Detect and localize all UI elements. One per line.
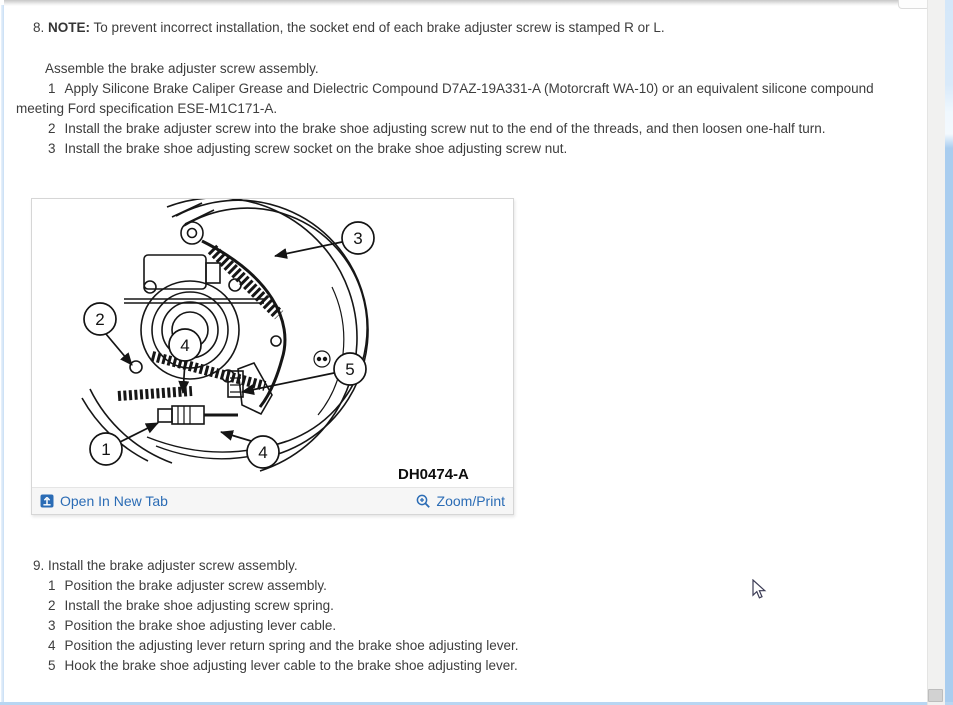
adjusting-lever bbox=[228, 363, 272, 414]
step-9-instructions bbox=[16, 556, 908, 676]
substep-text: Position the brake adjuster screw assembly. bbox=[64, 578, 327, 593]
step-number: 9. bbox=[33, 558, 45, 573]
svg-text:2: 2 bbox=[95, 310, 105, 329]
figure-footer bbox=[32, 487, 513, 514]
toolbar-shadow-strip bbox=[4, 0, 953, 6]
vertical-scrollbar[interactable] bbox=[927, 0, 945, 705]
anchor-pin bbox=[181, 222, 203, 244]
drum-arcs bbox=[82, 199, 368, 471]
callout-3 bbox=[275, 222, 374, 256]
substep bbox=[48, 596, 908, 616]
note-label: NOTE: bbox=[48, 20, 91, 35]
substep bbox=[16, 79, 908, 119]
window-border-left bbox=[1, 5, 4, 705]
toolbar-button-remnant bbox=[898, 0, 930, 9]
substep-number: 1 bbox=[48, 81, 56, 96]
zoom-print-label: Zoom/Print bbox=[436, 493, 505, 509]
hub-circles bbox=[130, 279, 281, 382]
wheel-cylinder bbox=[124, 255, 264, 303]
brake-assembly-diagram bbox=[32, 199, 513, 487]
substep-text: Position the adjusting lever return spring and the brake shoe adjusting lever. bbox=[64, 638, 519, 653]
callout-2 bbox=[84, 303, 132, 365]
substep-number: 1 bbox=[48, 578, 56, 593]
substep-number: 4 bbox=[48, 638, 56, 653]
substep-text: Hook the brake shoe adjusting lever cable to the brake shoe adjusting lever. bbox=[64, 658, 518, 673]
substep-number: 2 bbox=[48, 598, 56, 613]
note-text: To prevent incorrect installation, the socket end of each brake adjuster screw is stamped R or L. bbox=[93, 20, 665, 35]
substep-number: 3 bbox=[48, 141, 56, 156]
figure-image[interactable] bbox=[32, 199, 513, 487]
substep bbox=[48, 616, 908, 636]
scrollbar-down-button[interactable] bbox=[928, 689, 943, 702]
substep-text: Install the brake adjuster screw into the brake shoe adjusting screw nut to the end of the threads, and then loosen one-half turn. bbox=[64, 121, 826, 136]
zoom-print-link[interactable] bbox=[416, 493, 505, 509]
open-in-new-tab-link[interactable] bbox=[40, 493, 168, 509]
substep bbox=[48, 636, 908, 656]
substep-text: Install the brake shoe adjusting screw socket on the brake shoe adjusting screw nut. bbox=[64, 141, 568, 156]
step-9-intro: Install the brake adjuster screw assembly. bbox=[48, 558, 298, 573]
callout-1 bbox=[90, 423, 158, 465]
substep bbox=[16, 139, 908, 159]
substep-number: 2 bbox=[48, 121, 56, 136]
mouse-cursor bbox=[752, 579, 770, 605]
figure-label: DH0474-A bbox=[398, 466, 469, 483]
step-9-heading bbox=[33, 556, 908, 576]
window-border-right bbox=[945, 0, 953, 705]
plate-grommet bbox=[314, 351, 330, 367]
step-number: 8. bbox=[33, 20, 45, 35]
figure-card bbox=[31, 198, 514, 515]
zoom-icon bbox=[416, 494, 431, 509]
svg-text:3: 3 bbox=[353, 229, 363, 248]
substep-number: 5 bbox=[48, 658, 56, 673]
substep bbox=[16, 119, 908, 139]
open-in-new-tab-icon bbox=[40, 494, 54, 508]
open-in-new-tab-label: Open In New Tab bbox=[60, 493, 168, 509]
step-8-note bbox=[33, 18, 913, 38]
callout-4-bottom bbox=[221, 432, 279, 468]
svg-text:4: 4 bbox=[180, 336, 190, 355]
substep bbox=[48, 656, 908, 676]
svg-text:4: 4 bbox=[258, 443, 268, 462]
substep-text: Apply Silicone Brake Caliper Grease and Dielectric Compound D7AZ-19A331-A (Motorcraft WA-10) or an equivalent silicone compound meeting Ford specification ESE-M1C171-A. bbox=[16, 81, 874, 116]
svg-text:5: 5 bbox=[345, 360, 355, 379]
step-8-intro: Assemble the brake adjuster screw assembly. bbox=[45, 61, 319, 76]
substep-text: Install the brake shoe adjusting screw spring. bbox=[64, 598, 334, 613]
step-8-instructions bbox=[16, 59, 908, 159]
substep-number: 3 bbox=[48, 618, 56, 633]
substep bbox=[48, 576, 908, 596]
substep-text: Position the brake shoe adjusting lever cable. bbox=[64, 618, 337, 633]
svg-text:1: 1 bbox=[101, 440, 111, 459]
